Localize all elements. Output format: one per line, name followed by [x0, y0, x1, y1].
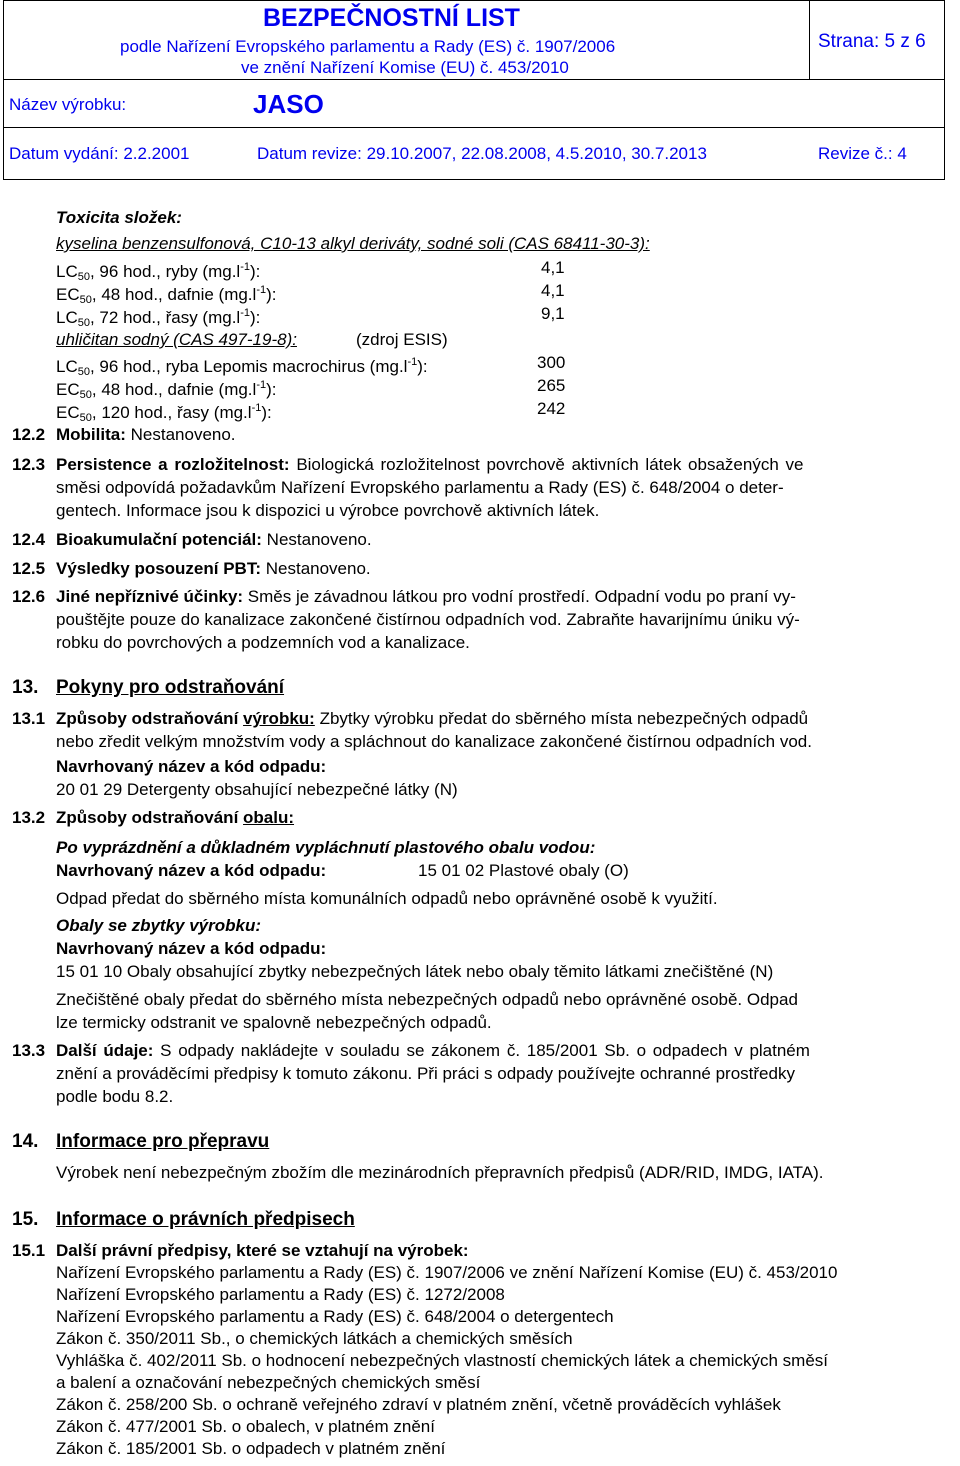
revision-number: Revize č.: 4 [818, 144, 907, 163]
packaging-subheading: Obaly se zbytky výrobku: [56, 916, 262, 935]
section-number: 13.1 [12, 709, 46, 728]
section-number: 12.6 [12, 587, 46, 606]
bioaccumulation-line: Bioakumulační potenciál: Nestanoveno. [56, 530, 372, 549]
substance-name: uhličitan sodný (CAS 497-19-8): [56, 330, 297, 349]
other-effects-line: Jiné nepříznivé účinky: Směs je závadnou látkou pro vodní prostředí. Odpadní vodu po praní vy- [56, 587, 796, 606]
additional-info-text: podle bodu 8.2. [56, 1087, 174, 1106]
toxicity-row: $LC_{50}$, 72 hod., řasy $(mg.l^{-1})$: [56, 307, 261, 329]
revision-dates: Datum revize: 29.10.2007, 22.08.2008, 4.5.2010, 30.7.2013 [257, 144, 707, 163]
transport-text: Výrobek není nebezpečným zbožím dle mezinárodních přepravních předpisů (ADR/RID, IMDG, IATA). [56, 1163, 824, 1182]
issue-date: Datum vydání: 2.2.2001 [9, 144, 190, 163]
disposal-packaging-heading: Způsoby odstraňování obalu: [56, 808, 295, 827]
disposal-product-line: Způsoby odstraňování výrobku: Zbytky výrobku předat do sběrného místa nebezpečných odpadů [56, 709, 809, 728]
waste-code: 20 01 29 Detergenty obsahující nebezpečné látky (N) [56, 780, 458, 799]
other-effects-text: robku do povrchových a podzemních vod a kanalizace. [56, 633, 470, 652]
section-number: 12.2 [12, 425, 46, 444]
waste-code-label: Navrhovaný název a kód odpadu: [56, 757, 327, 776]
toxicity-heading: Toxicita složek: [56, 208, 182, 227]
regulation-item: Nařízení Evropského parlamentu a Rady (ES) č. 648/2004 o detergentech [56, 1307, 614, 1326]
persistence-text: gentech. Informace jsou k dispozici u výrobce povrchově aktivních látek. [56, 501, 600, 520]
packaging-subheading: Po vyprázdnění a důkladném vypláchnutí plastového obalu vodou: [56, 838, 596, 857]
header-divider [4, 79, 944, 80]
product-label: Název výrobku: [9, 95, 127, 114]
persistence-text: směsi odpovídá požadavkům Nařízení Evropského parlamentu a Rady (ES) č. 648/2004 o deter- [56, 478, 784, 497]
regulations-heading: Další právní předpisy, které se vztahují na výrobek: [56, 1241, 469, 1260]
toxicity-row: $EC_{50}$, 120 hod., řasy $(mg.l^{-1})$: [56, 402, 272, 424]
additional-info-text: znění a prováděcími předpisy k tomuto zákonu. Při práci s odpady používejte ochranné prostředky [56, 1064, 795, 1083]
section-number: 14. [12, 1131, 39, 1152]
additional-info-line: Další údaje: S odpady nakládejte v souladu se zákonem č. 185/2001 Sb. o odpadech v platném [56, 1041, 810, 1060]
section-number: 15. [12, 1209, 39, 1230]
pbt-line: Výsledky posouzení PBT: Nestanoveno. [56, 559, 371, 578]
section-number: 12.4 [12, 530, 46, 549]
toxicity-row: $EC_{50}$, 48 hod., dafnie $(mg.l^{-1})$: [56, 284, 277, 306]
section-number: 12.3 [12, 455, 46, 474]
regulation-item: Vyhláška č. 402/2011 Sb. o hodnocení nebezpečných vlastností chemických látek a chemických směsí [56, 1351, 829, 1370]
toxicity-row: $LC_{50}$, 96 hod., ryba Lepomis macrochirus $(mg.l^{-1})$: [56, 356, 428, 378]
section-number: 12.5 [12, 559, 46, 578]
other-effects-text: pouštějte pouze do kanalizace zakončené čistírnou odpadních vod. Zabraňte havarijnímu úniku vý- [56, 610, 800, 629]
regulation-item: Nařízení Evropského parlamentu a Rady (ES) č. 1272/2008 [56, 1285, 505, 1304]
section-number: 15.1 [12, 1241, 46, 1260]
packaging-text: Znečištěné obaly předat do sběrného místa nebezpečných odpadů nebo oprávněné osobě. Odpad [56, 990, 798, 1009]
waste-code-label: Navrhovaný název a kód odpadu: [56, 939, 327, 958]
section-title: Informace o právních předpisech [56, 1209, 355, 1230]
regulation-item: Zákon č. 258/200 Sb. o ochraně veřejného zdraví v platném znění, včetně prováděcích vyhlášek [56, 1395, 781, 1414]
waste-code: 15 01 10 Obaly obsahující zbytky nebezpečných látek nebo obaly těmito látkami znečištěné (N) [56, 962, 774, 981]
header-divider [4, 127, 944, 128]
waste-code-label: Navrhovaný název a kód odpadu: [56, 861, 327, 880]
regulation-item: Zákon č. 350/2011 Sb., o chemických látkách a chemických směsích [56, 1329, 573, 1348]
toxicity-row: $EC_{50}$, 48 hod., dafnie $(mg.l^{-1})$: [56, 379, 277, 401]
toxicity-value: 300 [537, 353, 566, 372]
page-number: Strana: 5 z 6 [818, 31, 926, 52]
product-name: JASO [253, 89, 324, 119]
mobility-line: Mobilita: Nestanoveno. [56, 425, 236, 444]
regulation-item: Nařízení Evropského parlamentu a Rady (ES) č. 1907/2006 ve znění Nařízení Komise (EU) č. 453/2010 [56, 1263, 838, 1282]
section-title: Pokyny pro odstraňování [56, 677, 285, 698]
section-number: 13. [12, 677, 39, 698]
regulation-item: Zákon č. 185/2001 Sb. o odpadech v platném znění [56, 1439, 446, 1458]
toxicity-value: 4,1 [541, 281, 565, 300]
regulation-item: a balení a označování nebezpečných chemických směsí [56, 1373, 481, 1392]
toxicity-value: 242 [537, 399, 566, 418]
waste-code: 15 01 02 Plastové obaly (O) [418, 861, 629, 880]
disposal-product-text: nebo zředit velkým množstvím vody a spláchnout do kanalizace zakončené čistírnou odpadních vod. [56, 732, 812, 751]
section-number: 13.2 [12, 808, 46, 827]
toxicity-value: 4,1 [541, 258, 565, 277]
persistence-line: Persistence a rozložitelnost: Biologická rozložitelnost povrchově aktivních látek obsažených ve [56, 455, 804, 474]
packaging-text: Odpad předat do sběrného místa komunálních odpadů nebo oprávněné osobě k využití. [56, 889, 718, 908]
section-number: 13.3 [12, 1041, 46, 1060]
toxicity-row: $LC_{50}$, 96 hod., ryby $(mg.l^{-1})$: [56, 261, 261, 283]
section-title: Informace pro přepravu [56, 1131, 270, 1152]
toxicity-value: 265 [537, 376, 566, 395]
substance-name: kyselina benzensulfonová, C10-13 alkyl deriváty, sodné soli (CAS 68411-30-3): [56, 234, 650, 253]
data-source: (zdroj ESIS) [356, 330, 448, 349]
packaging-text: lze termicky odstranit ve spalovně nebezpečných odpadů. [56, 1013, 492, 1032]
document-title: BEZPEČNOSTNÍ LIST [263, 4, 520, 32]
regulation-line: ve znění Nařízení Komise (EU) č. 453/2010 [241, 58, 569, 77]
toxicity-value: 9,1 [541, 304, 565, 323]
regulation-line: podle Nařízení Evropského parlamentu a Rady (ES) č. 1907/2006 [120, 37, 616, 56]
regulation-item: Zákon č. 477/2001 Sb. o obalech, v platném znění [56, 1417, 435, 1436]
header-divider [809, 1, 810, 79]
